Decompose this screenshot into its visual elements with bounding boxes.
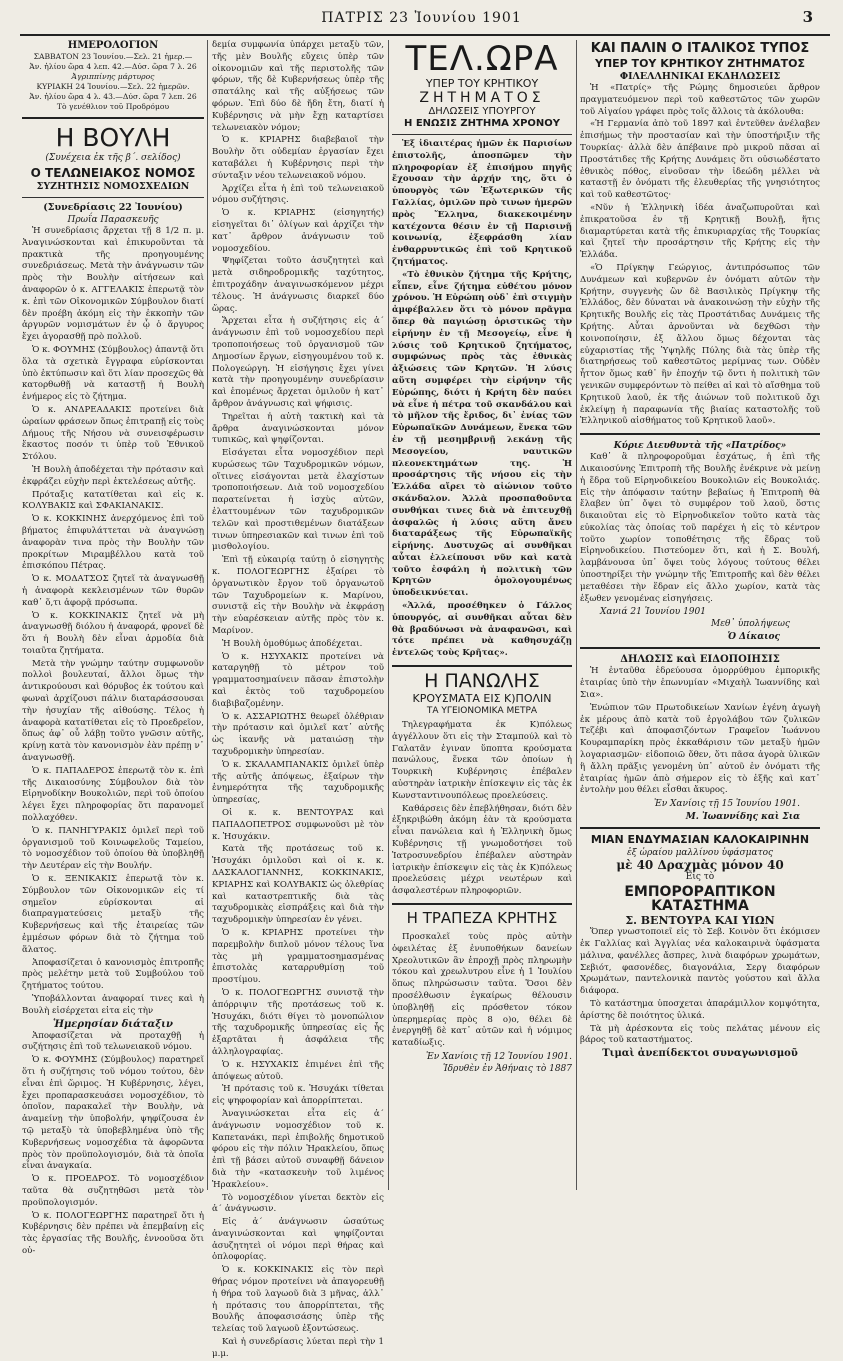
paragraph: Τὰ μὴ ἀρέσκοντα εἰς τοὺς πελάτας μένουν εἰς βάρος τοῦ καταστήματος. (580, 1023, 820, 1046)
paragraph: Ὁ κ. ΣΚΑΛΑΜΠΑΝΑΚΙΣ ὁμιλεῖ ὑπὲρ τῆς αὐτῆς ἀπόψεως, ἐξαίρων τὴν ἐνημερότητα τῆς ταχυδρομικῆς ὑπηρεσίας, (212, 759, 384, 806)
paragraph: Τὸ νομοσχέδιον γίνεται δεκτὸν εἰς ἀ΄ ἀνάγνωσιν. (212, 1192, 384, 1215)
newspaper-title: ΠΑΤΡΙΣ 23 Ἰουνίου 1901 (321, 10, 522, 26)
section-subtitle: ΤΑ ΥΓΕΙΟΝΟΜΙΚΑ ΜΕΤΡΑ (426, 706, 538, 717)
divider (580, 433, 820, 435)
article-subtitle: ΦΙΛΕΛΛΗΝΙΚΑΙ ΕΚΔΗΛΩΣΕΙΣ (619, 71, 781, 82)
signature: Ἐν Χανίοις τῇ 12 Ἰουνίου 1901. (426, 1051, 572, 1062)
calendar-title: ΗΜΕΡΟΛΟΓΙΟΝ (67, 40, 159, 51)
ad-line: μὲ 40 Δραχμὰς μόνον 40 (616, 858, 784, 873)
paragraph: Ὁ κ. ΠΑΝΗΓΥΡΑΚΙΣ ὁμιλεῖ περὶ τοῦ ὀργανισμοῦ τοῦ Κοινωφελοῦς Ταμείου, τὸ νομοσχέδιον τοῦ ὁποίου θὰ ὑποβληθῇ τὴν Δευτέραν εἰς τὴν Βουλήν. (22, 825, 204, 872)
section-subtitle: ΚΡΟΥΣΜΑΤΑ ΕΙΣ Κ)ΠΟΛΙΝ (412, 692, 552, 706)
paragraph: Ἡ Βουλὴ ὁμοθύμως ἀποδέχεται. (222, 638, 363, 649)
section-subtitle: ΣΥΖΗΤΗΣΙΣ ΝΟΜΟΣΧΕΔΙΩΝ (36, 181, 190, 192)
ad-line: ἐξ ὡραίου μαλλίνου ὑφάσματος (626, 848, 774, 859)
telegram-subtitle: ΔΗΛΩΣΕΙΣ ΥΠΟΥΡΓΟΥ (428, 106, 536, 117)
article-subtitle: (Συνέχεια ἐκ τῆς β΄. σελίδος) (45, 153, 181, 163)
paragraph: Ὁ κ. ΜΟΔΑΤΣΟΣ ζητεῖ τὰ ἀναγνωσθῇ ἡ ἀναφορὰ κεκλεισμένων τῶν θυρῶν καθ᾽ ὅ,τι ἀφορᾷ πρόσωπα. (22, 574, 204, 608)
paragraph: Ἡ ἐνταῦθα ἑδρεύουσα ὁμορρύθμου ἐμπορικῆς ἑταιρίας ὑπὸ τὴν ἐπωνυμίαν «Μιχαὴλ Ἰωαννίδης καὶ Σια». (580, 666, 820, 701)
column-3 (392, 40, 572, 1190)
ad-title: ΜΙΑΝ ΕΝΔΥΜΑΣΙΑΝ ΚΑΛΟΚΑΙΡΙΝΗΝ (590, 833, 810, 847)
paragraph: «Νῦν ἡ Ἑλληνικὴ ἰδέα ἀναζωπυροῦται καὶ ἐπικρατοῦσα ἐν τῇ Κρητικῇ Βουλῇ, ἥτις διαμαρτύρεται κατὰ τῆς ἐπικυριαρχίας τῆς Τουρκίας καὶ ζητεῖ τὴν προσάρτησιν τῆς Κρήτης εἰς τὴν Ἑλλάδα. (580, 202, 820, 261)
paragraph: Ὁ κ. ΦΟΥΜΗΣ (Σύμβουλος) παρατηρεῖ ὅτι ἡ συζήτησις τοῦ νόμου τούτου, δὲν εἶναι ἐπὶ ὥριμος. Ἡ Κυβέρνησις, λέγει, ἔχει προπαρασκευάσει νομοσχέδιον, τὸ ὁποῖον, παρακαλεῖ τὴν Βουλὴν, νὰ ἀναμείνῃ τὴν ὑποβολήν, ψηφίζουσα ἐν τῷ μεταξὺ τὰ ὑποβεβλημένα ὑπὸ τῆς Κυβερνήσεως νομοσχέδια τὰ ἀφορῶντα πρὸς τὸν προϋπολογισμόν, διὰ τὰ ὁποῖα εἶναι ἀναγκαία. (22, 1055, 204, 1172)
divider (22, 117, 204, 119)
paragraph: Οἱ κ. κ. ΒΕΝΤΟΥΡΑΣ καὶ ΠΑΠΑΔΟΠΕΤΡΟΣ συμφωνοῦσι μὲ τὸν κ. Ἡσυχάκιν. (212, 808, 384, 842)
paragraph: «Ἡ Γερμανία ἀπὸ τοῦ 1897 καὶ ἐντεῦθεν ἀνέλαβεν ἐπισήμως τὴν προστασίαν καὶ τὴν ὑποστήριξιν τῆς Τουρκίας· ἀλλὰ δὲν ἀπέβαινε πρὸ μικροῦ πᾶσαι αἱ Προστάτιδες τῆς Κρήτης Δυνάμεις ὅτι οὐσιωδέστατο ἐθνικὸς πόθος, εἰνοῦσαν τὴν ἰδεώδη μέλλει νὰ καταστῇ ἐν ὀνόματι τῆς ἐλευθερίας τῆς γνησιότητος καὶ τοῦ καθεστῶτος· (580, 119, 820, 201)
paragraph: Ἡ πρότασις τοῦ κ. Ἡσυχάκι τίθεται εἰς ψηφοφορίαν καὶ ἀπορρίπτεται. (212, 1084, 384, 1107)
paragraph: Ἡ «Πατρίς» τῆς Ρώμης δημοσιεύει ἄρθρον πραγματευόμενον περὶ τοῦ καθεστῶτος τῶν χωρῶν τοῦ Αἰγαίου γράφει πρὸς τοῖς ἄλλοις τὰ ἀκόλουθα: (580, 83, 820, 117)
section-title: Η ΤΡΑΠΕΖΑ ΚΡΗΤΗΣ (406, 909, 558, 928)
paragraph: Ἡ συνεδρίασις ἄρχεται τῇ 8 1/2 π. μ. Ἀναγινώσκονται καὶ ἐπικυροῦνται τὰ πρακτικὰ τῆς προηγουμένης συνεδριάσεως. Μετὰ τὴν ἀνάγνωσιν τῶν πρὸς τὴν Βουλὴν αἰτήσεων καὶ ἀναφορῶν ὁ κ. ΑΓΓΕΛΑΚΙΣ ἐπερωτᾷ τὸν κ. ἐπὶ τῶν Οἰκονομικῶν Σύμβουλον διατί δὲν προέβη ἀκόμη εἰς τὴν ἐκκοπὴν τῶν ἀργυρῶν νομισμάτων ἐν ᾧ ὁ ἄργυρος ἔχει ἀγορασθῇ πρὸ πολλοῦ. (22, 226, 204, 343)
signature: Ὁ Δίκαιος (727, 632, 780, 643)
divider (22, 197, 204, 198)
paragraph: Ἐξ ἰδιαιτέρας ἡμῶν ἐκ Παρισίων ἐπιστολῆς, ἀποσπῶμεν τὴν πληροφορίαν ἐξ ἐπισήμου πηγῆς ἔχουσαν τὴν ἀρχήν της, ὅτι ὁ ὑπουργὸς τῶν Ἐξωτερικῶν τῆς Γαλλίας, ὁμιλῶν πρὸ τινων ἡμερῶν πρὸς Ἕλληνα, διακεκοιμένην κατέχοντα θέσιν ἐν τῇ Παρισινῇ κοινωνίᾳ, ἐξεφράσθη λίαν ἐνθαρρυντικῶς ἐπὶ τοῦ Κρητικοῦ ζητήματος. (392, 139, 572, 267)
ad-store: ΕΜΠΟΡΟΡΑΠΤΙΚΟΝ ΚΑΤΑΣΤΗΜΑ (624, 884, 776, 915)
paragraph: Ψηφίζεται τοῦτο ἀσυζητητεὶ καὶ μετὰ σιδηροδρομικῆς ταχύτητος, ἐπιτροχάδην ἀναγινωσκόμενον μέχρι τέλους. Ἡ ἀνάγνωσις διαρκεῖ δύο ὥρας. (212, 256, 384, 314)
agenda-heading: Ἡμερησίαν διάταξιν (53, 1018, 173, 1030)
paragraph: Πρόταξις κατατίθεται καὶ εἰς κ. ΚΟΛΥΒΑΚΙΣ καὶ ΣΦΑΚΙΑΝΑΚΙΣ. (22, 489, 204, 512)
paragraph: Ὁ κ. ΦΟΥΜΗΣ (Σύμβουλος) ἀπαντᾷ ὅτι ὅλα τὰ σχετικὰ ἔγγραφα εὑρίσκονται ὑπὸ ἐκτύπωσιν καὶ ὅτι λίαν προσεχῶς θὰ κατορθωθῇ νὰ καταστῇ ἡ Βουλὴ ἐνήμερος εἰς τὸ ζήτημα. (22, 344, 205, 403)
paragraph: Ὁ κ. ΚΟΚΚΙΝΑΚΙΣ εἰς τὸν περὶ θήρας νόμον προτείνει νὰ ἀπαγορευθῇ ἡ θήρα τοῦ λαγωοῦ διὰ 3 μῆνας, ἀλλ᾽ ἡ πρότασις του ἀπορρίπτεται, τῆς Βουλῆς ἀποφασισάσης ὑπὲρ τῆς τελείας τοῦ λαγωοῦ ἐξοντώσεως. (212, 1265, 384, 1335)
paragraph: Ὁ κ. ΚΡΙΑΡΗΣ διαβεβαιοῖ τὴν Βουλὴν ὅτι οὐδεμίαν ἐργασίαν ἔχει καταβάλει ἡ Κυβέρνησις περὶ τὴν σύνταξιν νέου τελωνειακοῦ νόμου. (212, 135, 384, 181)
paragraph: Καθάρσεις δὲν ἐπεβλήθησαν, διότι δὲν ἐξηκριβώθη ἀκόμη ἐὰν τὰ κρούσματα εἶναι πανώλεια καὶ ἡ Ἑλληνικὴ ὅμως Κυβέρνησις τῇ γνωμοδοτήσει τοῦ Ἰατροσυνεδρίου ἐπέβαλεν αὐστηρὰν ἰατρικὴν ἐπίσκεψιν εἰς τὰς ἐκ Κ)πόλεως προελεύσεις μέχρι νεωτέρων καὶ ἀσφαλεστέρων πληροφοριῶν. (392, 803, 572, 897)
session-time: Πρωΐα Παρασκευῆς (67, 215, 159, 225)
paragraph: Ὁ κ. ΠΟΛΟΓΕΩΡΓΗΣ παρατηρεῖ ὅτι ἡ Κυβέρνησις δὲν πρέπει νὰ ἐπεμβαίνῃ εἰς τὰς ἐργασίας τῆς Βουλῆς, ἐννοοῦσα ὅτι οὐ- (22, 1210, 204, 1256)
paragraph: Ὁ κ. ΗΣΥΧΑΚΙΣ ἐπιμένει ἐπὶ τῆς ἀπόψεως αὐτοῦ. (212, 1059, 384, 1082)
header-rule (20, 34, 830, 36)
telegram-subtitle: ΖΗΤΗΜΑΤΟΣ (419, 90, 545, 106)
paragraph: Ἀποφασίζεται ὁ κανονισμὸς ἐπιτροπῆς πρὸς μελέτην μετὰ τοῦ Συμβούλου τοῦ ζητήματος τούτου. (22, 957, 204, 992)
article-title: ΚΑΙ ΠΑΛΙΝ Ο ΙΤΑΛΙΚΟΣ ΤΥΠΟΣ (590, 41, 810, 56)
paragraph: «Ὁ Πρίγκηψ Γεώργιος, ἀντιπρόσωπος τῶν Δυνάμεων καὶ κυβερνῶν ἐν ὀνόματι αὐτῶν τὴν Κρήτην, συγγενὴς ὢν δὲ Βασιλικὸς Πρίγκηψ τῆς Ἑλλάδος, δὲν δύναται νὰ ἀνακοινώσῃ τὴν εὐχὴν τῆς Κρητικῆς Βουλῆς εἰς τὰς Προστάτιδας Δυνάμεις τῆς Κρήτης. Αὗται ἀρνοῦνται νὰ δεχθῶσι τὴν κοινοποίησιν, ἐξ ἄλλου ὅμως δέχονται τὰς εὐχαριστίας τῆς Ὑψηλῆς Πύλης διὰ τὰς ὑπὲρ τῆς διατηρήσεως τοῦ καθεστῶτος μερίμνας των. Οὐδὲν ἦττον ὅμως καθ᾽ ἣν ἐποχήν τῷ ὄντι ἡ πολιτικὴ τῶν γενικῶν συμφερόντων τὸ πείθει αἱ καὶ τὸ αἴσθημα τοῦ Κρητικοῦ λαοῦ, ἐκ τῆς ἀιώνων τοῦ πολιτικοῦ ὄχι ἐκλείψῃ ἡ παραφωνία τῆς βιαίας καταστολῆς τοῦ Ἑλληνικοῦ αἰσθήματος τοῦ Κρητικοῦ λαοῦ». (580, 262, 820, 427)
paragraph: Εἰσάγεται εἶτα νομοσχέδιον περὶ κυρώσεως τῶν Ταχυδρομικῶν νόμων, οἵτινες εἰσάγονται μετὰ ἐλαχίστων τροποποιήσεων. Διὰ τοῦ νομοσχεδίου παρατείνεται ἡ ἰσχὺς αὐτῶν, ἐλαττουμένων τῶν ταχυδρομικῶν τελῶν καὶ προστιθεμένων διατάξεων τινων ὑπηρεσιακῶν καὶ τινων ἐπὶ τοῦ μισθολογίου. (212, 448, 384, 553)
divider (392, 134, 572, 135)
paragraph: Ὁ κ. ΗΣΥΧΑΚΙΣ προτείνει νὰ καταργηθῇ τὸ μέτρον τοῦ γραμματοσημαίνειν πᾶσαν ἐπιστολὴν καὶ ἐκτὸς τοῦ ταχυδρομείου διαβιβαζομένην. (212, 651, 384, 709)
telegram-subtitle: Η ΕΝΩΣΙΣ ΖΗΤΗΜΑ ΧΡΟΝΟΥ (403, 118, 561, 129)
signature: Μεθ᾽ ὑπολήψεως (711, 619, 790, 630)
paragraph: Ὑποβάλλονται ἀναφοραί τινες καὶ ἡ Βουλὴ εἰσέρχεται εἰτα εἰς τὴν (22, 994, 204, 1016)
signature: Ἐν Χανίοις τῇ 15 Ἰουνίου 1901. (654, 799, 800, 810)
paragraph: Τηρεῖται ἡ αὐτὴ τακτικὴ καὶ τὰ ἄρθρα ἀναγινώσκονται μόνον τυπικῶς, καὶ ψηφίζονται. (212, 411, 384, 446)
session-date: (Συνεδρίασις 22 Ἰουνίου) (43, 202, 183, 213)
paragraph: Καὶ ἡ συνεδρίασις λύεται περὶ τὴν 1 μ.μ. (212, 1337, 384, 1359)
divider (392, 903, 572, 905)
paragraph: Ὁ κ. ΚΟΚΚΙΝΗΣ ἀνερχόμενος ἐπὶ τοῦ βήματος ἐπιφυλάττεται νὰ ἀναγνώσῃ ἀναφορὰν τινα πρὸς τὴν Βουλὴν τῶν προκρίτων Μιραμβέλλου κατὰ τοῦ ἐπισκόπου Πέτρας. (22, 514, 204, 572)
article-subtitle: ΥΠΕΡ ΤΟΥ ΚΡΗΤΙΚΟΥ ΖΗΤΗΜΑΤΟΣ (594, 57, 805, 70)
paragraph: δεμία συμφωνία ὑπάρχει μεταξὺ τῶν, τῆς μὲν Βουλῆς εὔχεις ὑπὲρ τῶν οἰκονομιῶν καὶ τῆς περιστολῆς τῶν φόρων, τῆς δὲ Κυβερνήσεως ὑπὲρ τῆς σπατάλης καὶ τῆς αὐξήσεως τῶν φόρων. Ἐπὶ δύο δὲ ἤδη ἔτη, διατί ἡ Κυβέρνησις νὰ μὴν ἔχῃ καταρτίσει τελωνειακὸν νόμον; (212, 40, 384, 133)
divider (392, 665, 572, 667)
paragraph: «Ἀλλά, προσέθηκεν ὁ Γάλλος ὑπουργός, αἱ συνθῆκαι αὗται δὲν θὰ βραδύνωσι νὰ ἀναφανῶσι, καὶ τότε πρέπει νὰ καθησυχάζῃ ἐντελῶς τοὺς Κρῆτας». (392, 601, 572, 659)
letter-heading: Κύριε Διευθυντὰ τῆς «Πατρίδος» (613, 441, 787, 452)
section-title: Ο ΤΕΛΩΝΕΙΑΚΟΣ ΝΟΜΟΣ (30, 166, 196, 180)
column-divider (388, 40, 389, 1190)
notice-title: ΔΗΛΩΣΙΣ καὶ ΕΙΔΟΠΟΙΗΣΙΣ (620, 654, 780, 666)
paragraph: Ὅπερ γνωστοποιεῖ εἰς τὸ Σεβ. Κοινὸν ὅτι ἐκόμισεν ἐκ Γαλλίας καὶ Ἀγγλίας νέα καλοκαιρινὰ ὑφάσματα μάλινα, φανέλλες ἄσπρες, λινὰ διαφόρων χρωμάτων, Σεβιότ, φασονέδες, διαγονάλια, Σεργ διαφόρων Χρωμάτων, παντελονικὰ παντὸς γούστου καὶ ἄλλα διάφορα. (580, 927, 820, 997)
calendar-line: ΣΑΒΒΑΤΟΝ 23 Ἰουνίου.—Σελ. 21 ἡμερ.— (33, 52, 193, 61)
paragraph: Ἐπὶ τῇ εὐκαιρίᾳ ταύτῃ ὁ εἰσηγητὴς κ. ΠΟΛΟΓΕΩΡΓΗΣ ἐξαίρει τὸ ὀργανωτικὸν ἔργον τοῦ ὀργανωτοῦ τῶν Ταχυδρομείων κ. Μαρίνου, συνιστᾷ εἰς τὴν Βουλὴν νὰ ἐκφράσῃ τὴν εὐαρέσκειαν αὐτῆς πρὸς τὸν κ. Μαρίνον. (212, 555, 384, 637)
page-header (0, 8, 843, 32)
column-divider (576, 40, 577, 1190)
page-number: 3 (802, 8, 813, 26)
paragraph: Ἐνώπιον τῶν Πρωτοδικείων Χανίων ἐγένη ἀγωγὴ ἐκ μέρους ἀπὸ κατὰ τοῦ ἐργολάβου τῶν ζυλικῶν Τεζέβι καὶ ἀποφασιζόντων Γραφεῖον Ἰωάννου Κουραμπαρίκη πρὸς ἐκκαθάρισιν τῶν μεταξὺ ἡμῶν λογαριασμῶν· εἰδοποιῶ ὅθεν, ὅτι πᾶσα ἀγορὰ ὑλικῶν ἢ ἄλλη πρᾶξις γενομένη ὑπ᾽ αὐτοῦ ἐν ὀνόματι τῆς ἑταιρίας ἡμῶν ἀπὸ σήμερον εἰς τὸ ἑξῆς καὶ κατ᾽ ἐντολὴν μου θέλει εἶσθαι ἄκυρος. (580, 702, 820, 796)
paragraph: Καθ᾽ ἃ πληροφοροῦμαι ἐσχάτως, ἡ ἐπὶ τῆς Δικαιοσύνης Ἐπιτροπὴ τῆς Βουλῆς ἐνέκρινε νὰ μείνῃ ἡ ἕδρα τοῦ Εἰρηνοδικείου Βουκολιῶν εἰς Βουκολιάς. Εἰς τὴν ἀπόφασιν ταύτην βεβαίως ἡ Ἐπιτροπὴ θὰ ἔλαβεν ὑπ᾽ ὄψει τὸ συμφέρον τοῦ λαοῦ, ὅστις δικαιοῦται εἰς τὸ Εἰρηνοδικεῖον τοῦτο κατὰ τὰς εὐκολίας τὰς ὁποίας τοῦ παρέχει ἡ εἰς τὸ κέντρον τοῦτο χωρίον τοποθέτησις τῆς ἕδρας τοῦ Εἰρηνοδικείου. Πιστεύομεν ὅτι, καὶ ἡ Σ. Βουλή, λαμβάνουσα ὑπ᾽ ὄψει τοὺς λόγους τούτους θέλει ὑποστηρίξει τὴν γνώμην τῆς Ἐπιτροπῆς καὶ δὲν θέλει μεταθέσει τὴν ἕδραν εἰς ἄλλο χωρίον, κατὰ τὰς ἐξωθεν γενομένας εἰσηγήσεις. (580, 452, 820, 604)
calendar-line: Ἀν. ἡλίου ὥρα 4 λ. 43.—Δύσ. ὥρα 7 λεπ. 26 (29, 92, 197, 101)
divider (580, 827, 820, 829)
calendar-line: ΚΥΡΙΑΚΗ 24 Ἰουνίου.—Σελ. 22 ἡμερῶν. (36, 82, 190, 91)
ad-footer: Τιμαὶ ἀνεπίδεκτοι συναγωνισμοῦ (602, 1048, 798, 1060)
paragraph: Ἄρχεται εἶτα ἡ συζήτησις εἰς ἀ΄ ἀνάγνωσιν ἐπὶ τοῦ νομοσχεδίου περὶ τροποποιήσεως τοῦ ὀργανισμοῦ τῶν Δημοσίων ἔργων, εἰσηγουμένου τοῦ κ. Πολογεώργη. Ἡ εἰσήγησις ἔχει γίνει κατὰ τὴν προηγουμένην συνεδρίασιν καὶ ἐπομένως ἄρχεται ὁμιλοῦν ἡ κατ᾽ ἄρθρον ἀνάγνωσις καὶ ψήφισις. (212, 316, 384, 409)
paragraph: Ὁ κ. ΑΣΣΑΡΙΩΤΗΣ θεωρεῖ ὀλέθριαν τὴν πρότασιν καὶ ὁμιλεῖ κατ᾽ αὐτῆς ὡς ἱκανῆς νὰ ματαιώσῃ τὴν ταχυδρομικὴν ὑπηρεσίαν. (212, 711, 384, 758)
section-title: Η ΠΑΝΩΛΗΣ (424, 670, 540, 693)
paragraph: Ὁ κ. ΠΟΛΟΓΕΩΡΓΗΣ συνιστᾷ τὴν ἀπόρριψιν τῆς προτάσεως τοῦ κ. Ἡσυχάκι, διότι θίγει τὸ μονοπώλιον τῆς ταχυδρομικῆς ὑπηρεσίας εἰς ἧς ἐξαρτᾶται ἡ ἀσφάλεια τῆς ἀλληλογραφίας. (212, 987, 384, 1057)
article-title: Η ΒΟΥΛΗ (55, 123, 171, 152)
paragraph: «Τὸ ἐθνικὸν ζήτημα τῆς Κρήτης, εἶπεν, εἶνε ζήτημα εὐθέτου μόνον χρόνου. Ἡ Εὐρώπη οὐδ᾽ ἐπὶ στιγμὴν ἀμφέβαλλεν ὅτι τὸ μόνον πρᾶγμα ὅπερ θὰ παγιώσῃ ὁριστικῶς τὴν εἰρήνην ἐν τῇ Μεσογείῳ, εἶνε ἡ λύσις τοῦ Κρητικοῦ ζητήματος, συμφώνως πρὸς τὰς ἐθνικὰς ἀξιώσεις τῶν Κρητῶν. Ἡ λύσις αὕτη συμφέρει τὴν εἰρήνην τῆς Εὐρώπης, διότι ἡ Κρήτη δὲν παύει νὰ εἶνε ἡ πέτρα τοῦ σκανδάλου καὶ τὸ μῆλον τῆς ἔριδος, δι᾽ ἐνίας τῶν Εὐρωπαϊκῶν Δυνάμεων, ἕνεκα τῶν ἐν τῇ μεσημβρινῇ λεκάνῃ τῆς Μεσογείου, ναυτικῶν πλεονεκτημάτων της. Ἡ προσάρτησις τῆς νήσου εἰς τὴν Ἑλλάδα αἴρει τὸ αἰώνιον τοῦτο σκάνδαλον. Ἀλλὰ προσπαθοῦντα συνθήκαι τινες διὰ νὰ ἐπιτευχθῇ ἀσφαλῶς ἡ λύσις αὕτη ἄνευ διαταράξεως τῆς Εὐρωπαϊκῆς εἰρήνης. Δυστυχῶς αἱ συνθῆκαι αὗται ἐλλείπουσι νῦν καὶ κατὰ τοῦτο ἐσφάλη ἡ πολιτικὴ τῶν Κρητῶν ὁμολογουμένως ὑποδεικνύεται. (392, 269, 572, 599)
paragraph: Ὁ κ. ΚΟΚΚΙΝΑΚΙΣ ζητεῖ νὰ μὴ ἀναγνωσθῇ διόλου ἡ ἀναφορά, φρονεῖ δὲ ὅτι ἡ Βουλὴ δὲν εἶναι ἁρμοδία διὰ τοιαῦτα ζητήματα. (22, 610, 204, 656)
ad-owner: Σ. ΒΕΝΤΟΥΡΑ ΚΑΙ ΥΙΩΝ (625, 914, 775, 928)
signature: Μ. Ἰωαννίδης καὶ Σια (685, 812, 800, 823)
calendar-line: Τὸ γενέθλιον τοῦ Προδρόμου (56, 102, 170, 111)
telegram-subtitle: ΥΠΕΡ ΤΟΥ ΚΡΗΤΙΚΟΥ (425, 77, 539, 90)
paragraph: Κατὰ τῆς προτάσεως τοῦ κ. Ἡσυχάκι ὁμιλοῦσι καὶ οἱ κ. κ. ΔΑΣΚΑΛΟΓΙΑΝΝΗΣ, ΚΟΚΚΙΝΑΚΙΣ, ΚΡΙΑΡΗΣ καὶ ΚΟΛΥΒΑΚΙΣ ὡς ὀλεθρίας καὶ καταστρεπτικῆς διὰ τὰς ταχυδρομικὰς εἰσπράξεις καὶ διὰ τὴν ταχυδρομικὴν ὑπηρεσίαν ἐν γένει. (212, 844, 384, 926)
column-2 (212, 40, 384, 1359)
paragraph: Ἀποφασίζεται νὰ προταχθῇ ἡ συζήτησις ἐπὶ τοῦ τελωνειακοῦ νόμου. (22, 1030, 204, 1053)
divider (580, 647, 820, 649)
paragraph: Προσκαλεῖ τοὺς πρὸς αὐτὴν ὀφειλέτας ἐξ ἐνυποθήκων δανείων Χρεολυτικῶν ἂν ἐπροχῇ πρὸς πληρωμὴν τόκου καὶ χρεωλυτρου εἶνε ἡ 1 Ἰουλίου ὅπως πληρώσωσιν ταῦτα. Ὅσοι δὲν προσέλθωσιν ἐγκαίρως θέλουσιν ὑποβληθῇ εἰς πρόσθετον τόκον ὑπερημερίας πρὸς 8 ο)ο, θέλει δὲ ἐνεργηθῇ δὲ κατ᾽ αὐτῶν καὶ ἡ νόμιμος καταδίωξις. (392, 932, 572, 1049)
paragraph: Ὁ κ. ΑΝΔΡΕΑΔΑΚΙΣ προτείνει διὰ ὡραίων φράσεων ὅπως ἐπιτραπῇ εἰς τοὺς Δήμους τῆς Νήσου νὰ συνεισφέρωσιν ἕκαστος ποσόν τι ὑπὲρ τοῦ Ἐθνικοῦ Στόλου. (22, 404, 204, 463)
paragraph: Εἰς ἀ΄ ἀνάγνωσιν ὡσαύτως ἀναγινώσκονται καὶ ψηφίζονται ἀσυζητητεὶ οἱ νόμοι περὶ θήρας καὶ ὁπλοφορίας. (212, 1217, 384, 1263)
paragraph: Ἀναγινώσκεται εἶτα εἰς ἀ΄ ἀνάγνωσιν νομοσχέδιον τοῦ κ. Καπετανάκι, περὶ ἐπιβολῆς δημοτικοῦ φόρου εἰς τὴν πόλιν Ἡρακλείου, ὅπως ἐπὶ τῇ βάσει αὐτοῦ συναφθῇ δάνειον διὰ τὴν «κατασκευὴν τοῦ λιμένος Ἡρακλείου». (212, 1108, 384, 1190)
paragraph: Ὁ κ. ΚΡΙΑΡΗΣ (εἰσηγητής) εἰσηγεῖται δι᾽ ὀλίγων καὶ ἀρχίζει τὴν κατ᾽ ἄρθρον ἀνάγνωσιν τοῦ νομοσχεδίου. (212, 208, 384, 254)
paragraph: Ἀρχίζει εἶτα ἡ ἐπὶ τοῦ τελωνειακοῦ νόμου συζήτησις. (212, 183, 384, 206)
telegram-title: ΤΕΛ.ΩΡΑ (405, 39, 559, 79)
column-1 (22, 40, 205, 1256)
paragraph: Ἡ Βουλὴ ἀποδέχεται τὴν πρότασιν καὶ ἐκφράζει εὐχὴν περὶ ἐκτελέσεως αὐτῆς. (22, 464, 204, 487)
paragraph: Τηλεγραφήματα ἐκ Κ)πόλεως ἀγγέλλουν ὅτι εἰς τὴν Σταμπούλ καὶ τὸ Γαλατᾶν ἐγιναν ὕποπτα κρούσματα πανώλους, ἕνεκα τῶν ὁποίων ἡ Τουρκικὴ Κυβέρνησις ἐπέβαλεν αὐστηρὰν ἰατρικὴν ἐπίσκεψιν εἰς τὰς ἐκ Κωνσταντινουπόλεως προελεύσεις. (392, 720, 572, 801)
ad-line: Εἰς τὸ (685, 872, 715, 883)
calendar-line: Ἀγριππίνης μάρτυρος (71, 72, 155, 81)
paragraph: Μετὰ τὴν γνώμην ταύτην συμφωνοῦν πολλοὶ βουλευταί, ἄλλοι ὅμως τὴν ἀντικρούουσι καὶ θόρυβος ἐκ τούτου καὶ φωναὶ ἀρχίζουσι πάλιν διαταράσσουσαι τὴν ἡσυχίαν τῆς αἰθούσης. Τέλος ἡ ἀναφορὰ κατατίθεται εἰς τὸ Προεδρεῖον, ὅπως ἀφ᾽ οὗ λάβῃ τοῦτο γνῶσιν αὐτῆς, κρίνῃ κατὰ τὸν κανονισμὸν ἐὰν πρέπῃ ν᾽ ἀναγνωσθῇ. (22, 658, 204, 764)
paragraph: Τὸ κατάστημα ὑποσχεται ἀπαράμιλλον κομψότητα, ἀρίστης δὲ ποιότητος ὑλικά. (580, 999, 820, 1021)
paragraph: Ὁ κ. ΚΡΙΑΡΗΣ προτείνει τὴν παρεμβολὴν διπλοῦ μόνον τέλους ἵνα τὰς μὴ γραμματοσημασμένας ἐπιστολὰς καταρρυθμίσῃ τοῦ προστίμου. (212, 927, 384, 986)
column-divider (207, 40, 208, 1190)
column-4 (580, 40, 820, 1190)
paragraph: Ὁ κ. ΠΡΟΕΔΡΟΣ. Τὸ νομοσχέδιον ταῦτα θὰ συζητηθῶσι μετὰ τὸν προϋπολογισμόν. (22, 1174, 204, 1208)
calendar-line: Ἀν. ἡλίου ὥρα 4 λεπ. 42.—Δύσ. ὥρα 7 λ. 26 (29, 62, 197, 71)
signature: Ἱδρυθὲν ἐν Ἀθήναις τὸ 1887 (443, 1063, 572, 1074)
paragraph: Ὁ κ. ΞΕΝΙΚΑΚΙΣ ἐπερωτᾷ τὸν κ. Σύμβουλον τῶν Οἰκονομικῶν εἰς τί σημεῖον εὑρίσκονται αἱ διαπραγματεύσεις μεταξὺ τῆς Κυβερνήσεως καὶ τῆς ἑταιρείας τῶν ἐμμέσων φόρων διὰ τὸ ζήτημα τοῦ ἅλατος. (22, 874, 204, 955)
paragraph: Ὁ κ. ΠΑΠΑΔΕΡΟΣ ἐπερωτᾷ τὸν κ. ἐπὶ τῆς Δικαιοσύνης Σύμβουλον διὰ τὸν Εἰρηνοδίκην Βουκολιῶν, περὶ τοῦ ὁποίου λέγει ἔχει πληροφορίας ὅτι παρανομεῖ πολλαχόθεν. (22, 765, 204, 824)
signature: Χανιά 21 Ἰουνίου 1901 (600, 607, 706, 618)
